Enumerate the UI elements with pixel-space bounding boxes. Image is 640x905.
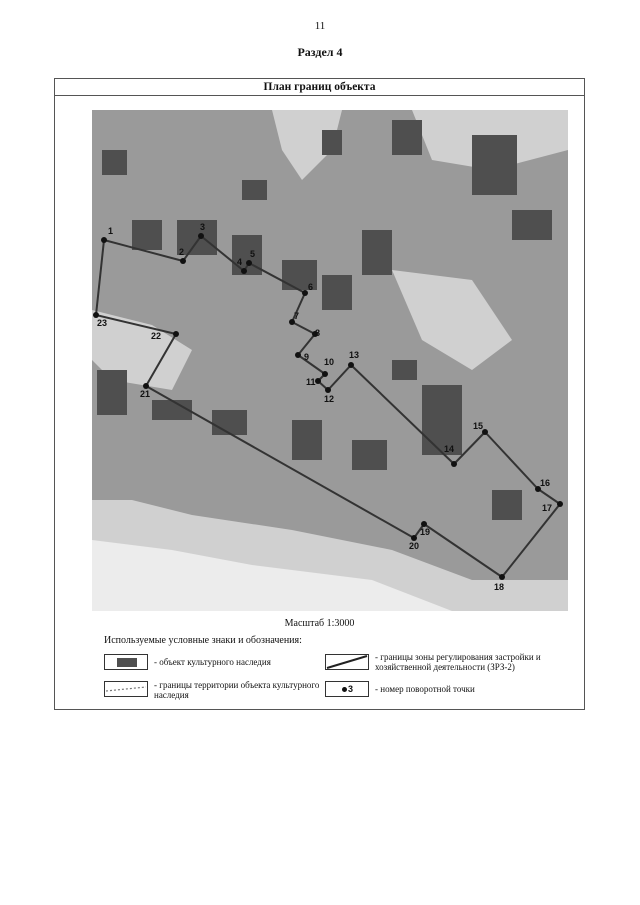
turning-point-marker (198, 233, 204, 239)
turning-point-marker (246, 260, 252, 266)
turning-point-marker (348, 362, 354, 368)
turning-point-label: 21 (140, 389, 151, 399)
turning-point-marker (325, 387, 331, 393)
turning-point-label: 20 (409, 541, 420, 551)
legend-text: - границы зоны регулирования застройки и хозяйственной деятельности (ЗРЗ-2) (375, 652, 541, 672)
boundary-map (92, 110, 568, 611)
turning-point-marker (322, 371, 328, 377)
turning-point-label: 9 (304, 352, 310, 362)
turning-point-label: 8 (315, 328, 321, 338)
turning-point-label: 14 (444, 444, 455, 454)
dark-fill-swatch-icon (104, 654, 148, 670)
scale-label: Масштаб 1:3000 (284, 618, 355, 629)
turning-point-marker (499, 574, 505, 580)
point-marker-sample-label: 3 (348, 684, 354, 694)
diagonal-line-swatch-icon (325, 654, 369, 670)
point-marker-swatch-icon (325, 681, 369, 697)
turning-point-label: 2 (179, 247, 185, 257)
turning-point-marker (180, 258, 186, 264)
map-image (92, 110, 568, 611)
section-title: Раздел 4 (297, 45, 343, 59)
turning-point-label: 16 (540, 478, 551, 488)
turning-point-label: 13 (349, 350, 360, 360)
turning-point-marker (557, 501, 563, 507)
page-number: 11 (314, 20, 326, 32)
turning-point-label: 15 (473, 421, 484, 431)
turning-point-marker (173, 331, 179, 337)
turning-point-label: 12 (324, 394, 335, 404)
turning-point-label: 18 (494, 582, 505, 592)
turning-point-marker (315, 378, 321, 384)
turning-point-label: 22 (151, 331, 162, 341)
turning-point-label: 5 (250, 249, 256, 259)
turning-point-marker (295, 352, 301, 358)
turning-point-label: 3 (200, 222, 206, 232)
legend-text: - объект культурного наследия (154, 657, 271, 667)
legend-text: - границы территории объекта культурного наследия (154, 680, 320, 700)
turning-point-label: 6 (308, 282, 314, 292)
map-frame (54, 78, 585, 710)
turning-point-marker (101, 237, 107, 243)
turning-point-label: 1 (108, 226, 114, 236)
map-title: План границ объекта (55, 79, 584, 96)
turning-point-label: 7 (294, 311, 300, 321)
turning-point-label: 23 (97, 318, 108, 328)
turning-point-label: 11 (306, 377, 316, 387)
turning-point-label: 10 (324, 357, 335, 367)
legend-title: Используемые условные знаки и обозначения: (104, 635, 302, 646)
turning-point-label: 19 (420, 527, 431, 537)
legend-text: - номер поворотной точки (375, 684, 475, 694)
turning-point-marker (241, 268, 247, 274)
turning-point-label: 4 (237, 257, 243, 267)
turning-point-label: 17 (542, 503, 553, 513)
dotted-line-swatch-icon (104, 681, 148, 697)
turning-point-marker (451, 461, 457, 467)
